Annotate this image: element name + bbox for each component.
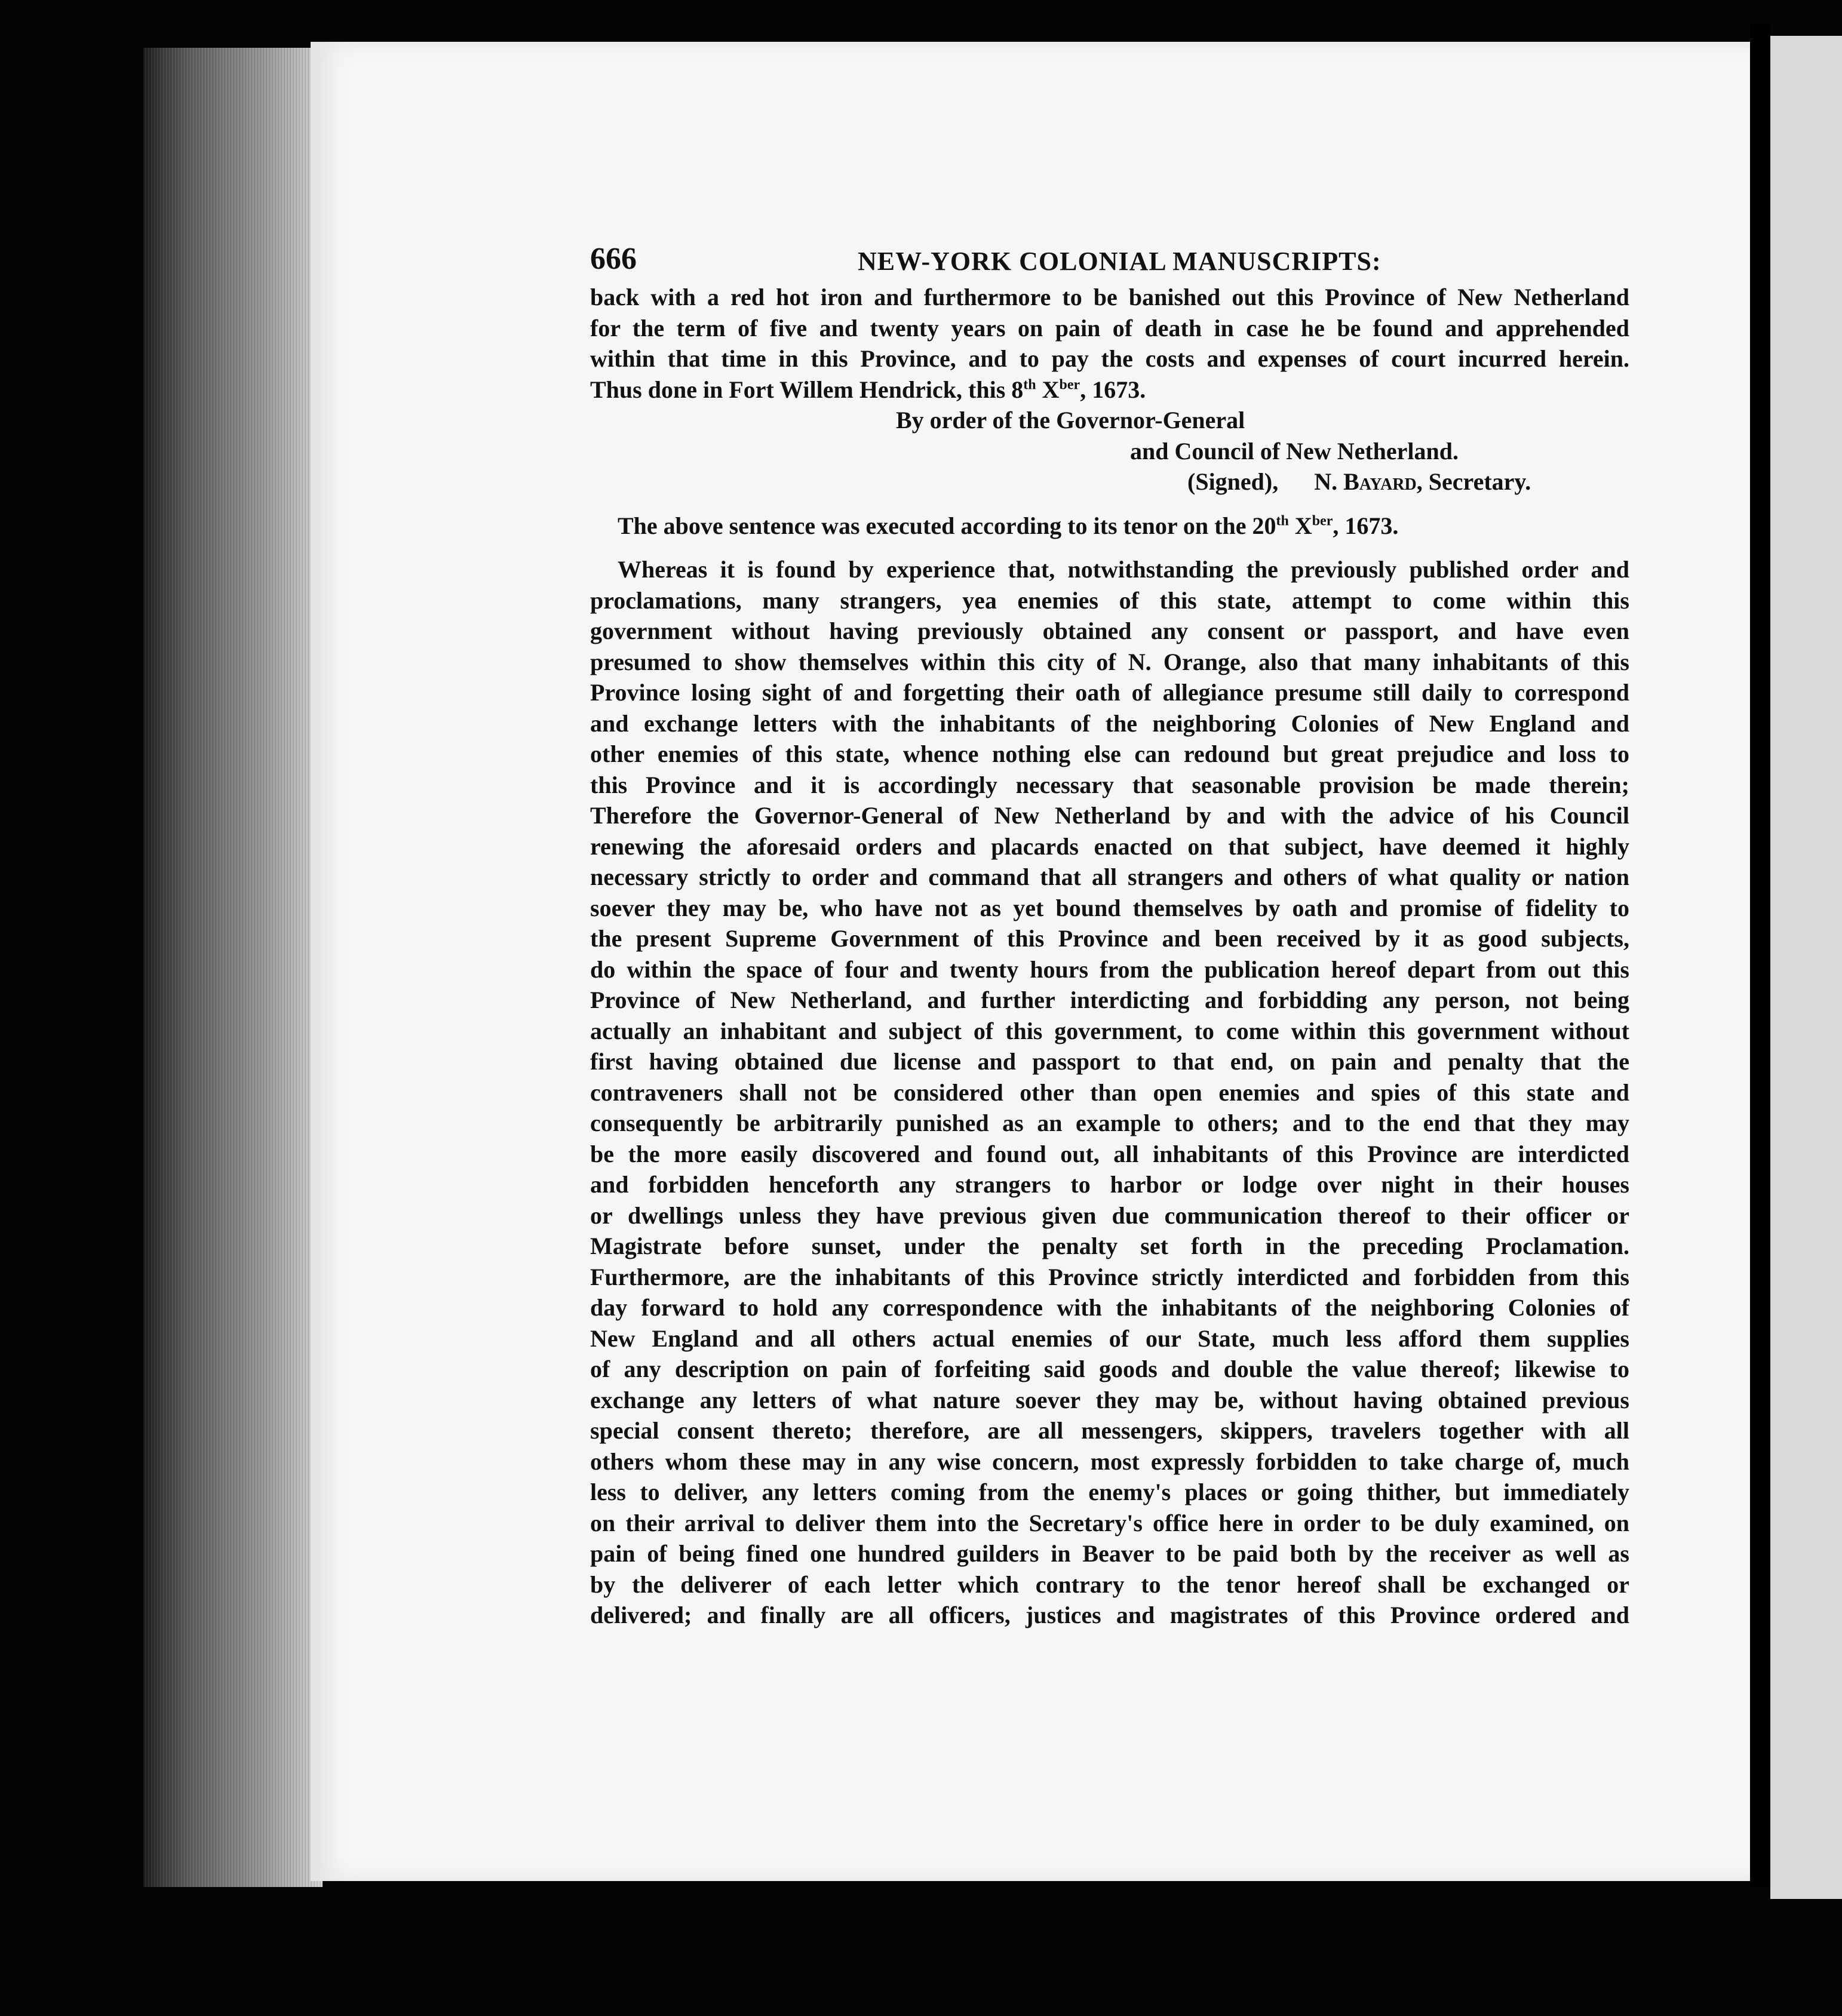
text-line: government without having previously obtained any consent or passport, and have even [590, 617, 1629, 644]
book-page-edge [143, 48, 323, 1887]
text-line: necessary strictly to order and command that all strangers and others of what quality or nation [590, 863, 1629, 890]
text-line: Magistrate before sunset, under the penalty set forth in the preceding Proclamation. [590, 1233, 1629, 1259]
text-line: presumed to show themselves within this city of N. Orange, also that many inhabitants of this [590, 648, 1629, 675]
text-line: of any description on pain of forfeiting said goods and double the value thereof; likewise to [590, 1356, 1629, 1382]
signed-label: (Signed), [1187, 468, 1279, 495]
text-line: day forward to hold any correspondence with the inhabitants of the neighboring Colonies of [590, 1294, 1629, 1321]
page-gutter [1750, 24, 1770, 1887]
running-head: NEW-YORK COLONIAL MANUSCRIPTS: [858, 247, 1382, 276]
text-line: Therefore the Governor-General of New Netherland by and with the advice of his Council [590, 802, 1629, 829]
dated-text: Thus done in Fort Willem Hendrick, this 8 [590, 376, 1024, 403]
spacer [590, 497, 1629, 511]
text-line: renewing the aforesaid orders and placards enacted on that subject, have deemed it highly [590, 832, 1629, 860]
dated-line [590, 374, 1629, 405]
superscript: th [1023, 377, 1036, 393]
superscript: ber [1059, 377, 1080, 393]
execution-text: The above sentence was executed according to its tenor on the 20 [618, 512, 1276, 539]
text-line: by the deliverer of each letter which contrary to the tenor hereof shall be exchanged or [590, 1571, 1629, 1598]
text-line: Whereas it is found by experience that, notwithstanding the previously published order and [618, 556, 1629, 583]
text-line: Province of New Netherland, and further interdicting and forbidding any person, not being [590, 987, 1629, 1013]
text-line: or dwellings unless they have previous given due communication thereof to their officer or [590, 1201, 1629, 1229]
text-line: contraveners shall not be considered other than open enemies and spies of this state and [590, 1078, 1629, 1106]
signature-line-3 [590, 466, 1629, 497]
superscript: th [1276, 513, 1289, 529]
facing-page-sliver [1770, 36, 1842, 1899]
text-line: and exchange letters with the inhabitants of the neighboring Colonies of New England and [590, 709, 1629, 737]
text-line: be the more easily discovered and found out, all inhabitants of this Province are interdicted [590, 1140, 1629, 1167]
signer-name-text: N. Bayard, [1314, 468, 1423, 495]
page-text-block [590, 241, 1629, 1631]
text-line: less to deliver, any letters coming from the enemy's places or going thither, but immediately [590, 1479, 1629, 1505]
paragraph-sentence-end [590, 282, 1629, 405]
signer-title: Secretary. [1428, 468, 1531, 495]
text-line: New England and all others actual enemies of our State, much less afford them supplies [590, 1324, 1629, 1352]
spacer [590, 541, 1629, 554]
superscript: ber [1312, 513, 1333, 529]
signature-line-1: By order of the Governor-General [896, 407, 1245, 434]
text-line: this Province and it is accordingly necessary that seasonable provision be made therein; [590, 771, 1629, 798]
execution-text: X [1288, 512, 1312, 539]
text-line: the present Supreme Government of this Province and been received by it as good subjects, [590, 925, 1629, 952]
text-line: for the term of five and twenty years on pain of death in case he be found and apprehended [590, 314, 1629, 342]
text-line: do within the space of four and twenty hours from the publication hereof depart from out this [590, 955, 1629, 983]
page-edge-texture [143, 48, 323, 1887]
text-line: other enemies of this state, whence nothing else can redound but great prejudice and loss to [590, 740, 1629, 767]
execution-text: , 1673. [1333, 512, 1399, 539]
signer-name [1278, 468, 1531, 495]
dated-text: X [1036, 376, 1060, 403]
text-line: actually an inhabitant and subject of this government, to come within this government without [590, 1017, 1629, 1044]
text-line: Furthermore, are the inhabitants of this Province strictly interdicted and forbidden from this [590, 1263, 1629, 1290]
text-line: first having obtained due license and passport to that end, on pain and penalty that the [590, 1048, 1629, 1075]
page-header [590, 241, 1629, 282]
text-line: and forbidden henceforth any strangers to harbor or lodge over night in their houses [590, 1171, 1629, 1198]
page-number: 666 [590, 242, 637, 276]
signature-block [590, 405, 1629, 497]
text-line: delivered; and finally are all officers, justices and magistrates of this Province ordered and [590, 1602, 1629, 1628]
signature-line-2: and Council of New Netherland. [1130, 437, 1459, 465]
text-line: proclamations, many strangers, yea enemies of this state, attempt to come within this [590, 586, 1629, 614]
dated-text: , 1673. [1080, 376, 1146, 403]
text-line: pain of being fined one hundred guilders in Beaver to be paid both by the receiver as well as [590, 1540, 1629, 1567]
text-line: special consent thereto; therefore, are all messengers, skippers, travelers together with all [590, 1417, 1629, 1444]
text-line: back with a red hot iron and furthermore to be banished out this Province of New Netherland [590, 284, 1629, 311]
paragraph-proclamation [590, 554, 1629, 1631]
text-line: soever they may be, who have not as yet bound themselves by oath and promise of fidelity to [590, 894, 1629, 921]
text-line: exchange any letters of what nature soever they may be, without having obtained previous [590, 1386, 1629, 1413]
text-line: on their arrival to deliver them into the Secretary's office here in order to be duly examined, on [590, 1509, 1629, 1536]
text-line: within that time in this Province, and to pay the costs and expenses of court incurred herein. [590, 345, 1629, 372]
text-line: Province losing sight of and forgetting their oath of allegiance presume still daily to correspond [590, 679, 1629, 706]
text-line: consequently be arbitrarily punished as an example to others; and to the end that they may [590, 1110, 1629, 1136]
execution-note [590, 511, 1629, 542]
text-line: others whom these may in any wise concern, most expressly forbidden to take charge of, much [590, 1448, 1629, 1475]
